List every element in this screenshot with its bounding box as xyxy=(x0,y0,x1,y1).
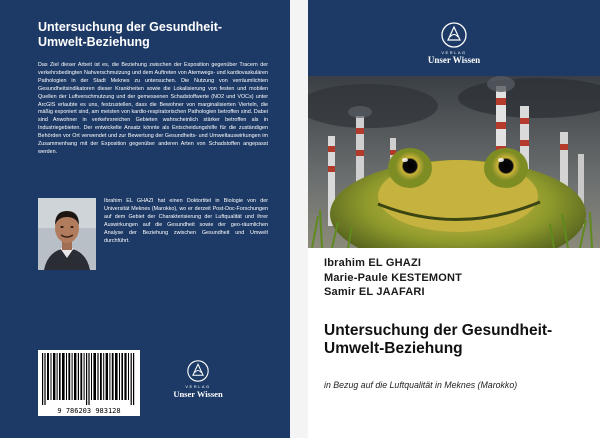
isbn-barcode xyxy=(38,350,140,416)
book-subtitle: in Bezug auf die Luftqualität in Meknes (Marokko) xyxy=(324,380,518,390)
publisher-logo-back xyxy=(168,360,228,399)
author-name: Marie-Paule KESTEMONT xyxy=(324,271,463,284)
publisher-name: Unser Wissen xyxy=(427,55,481,65)
front-top-band xyxy=(308,0,600,76)
author-name: Ibrahim EL GHAZI xyxy=(324,257,422,269)
front-cover xyxy=(308,0,600,438)
author-list xyxy=(324,256,594,300)
cover-illustration-frog-smokestacks xyxy=(308,76,600,248)
publisher-name: Unser Wissen xyxy=(173,389,223,399)
publisher-logo-front xyxy=(416,22,492,65)
book-spine xyxy=(290,0,308,438)
publisher-emblem-icon xyxy=(187,360,209,382)
back-cover-abstract: Das Ziel dieser Arbeit ist es, die Beziehung zwischen der Exposition gegenüber Tracern der verkehrsbedingten Nahverschmutzung und dem Auftreten von Atemwegs- und kardiovaskulären Pathologien in der Stadt Meknes zu untersuchen. Die Nutzung von verräumlichten Gesundheitsindikatoren dieser Krankheiten sowie die Lokalisierung von festen und mobilen Quellen der Luftverschmutzung und der gemessenen Schadstoffwerte (NO2 und VOCs) unter ArcGIS erlaubte es uns, festzustellen, dass die Bewohner von marginalisierten Vierteln, die mäßig exponiert sind, am meisten von kardio-respiratorischen Pathologien betroffen sind. Dabei sind Anwohner in verkehrsreichen Gebieten wahrscheinlich stärker betroffen als in Industriegebieten. Der entwickelte Ansatz könnte als Entscheidungshilfe für die zuständigen Behörden vor Ort verwendet und zur Bewertung der Gesundheits- und Umweltauswirkungen im Zusammenhang mit der Exposition gegenüber anderen Arten von Schadstoffen angepasst werden. xyxy=(38,62,268,155)
author-name: Samir EL JAAFARI xyxy=(324,286,425,298)
author-bio: Ibrahim EL GHAZI hat einen Doktortitel in Biologie von der Universität Meknes (Marokko), wo er derzeit Post-Doc-Forschungen auf dem Gebiet der Charakterisierung der Luftqualität und ihrer Auswirkungen auf die Gesundheit sowie der geo-räumlichen Analyse der Beziehung zwischen Gesundheit und Umwelt durchführt. xyxy=(104,198,268,244)
book-title: Untersuchung der Gesundheit-Umwelt-Beziehung xyxy=(324,322,553,357)
barcode-digits: 9 786203 983128 xyxy=(57,407,121,415)
publisher-emblem-icon xyxy=(441,22,467,48)
back-cover-title: Untersuchung der Gesundheit-Umwelt-Beziehung xyxy=(38,20,223,49)
back-cover xyxy=(0,0,290,438)
publisher-verlag-label: VERLAG xyxy=(185,384,211,389)
publisher-verlag-label: VERLAG xyxy=(441,50,467,55)
author-photo xyxy=(38,198,96,270)
